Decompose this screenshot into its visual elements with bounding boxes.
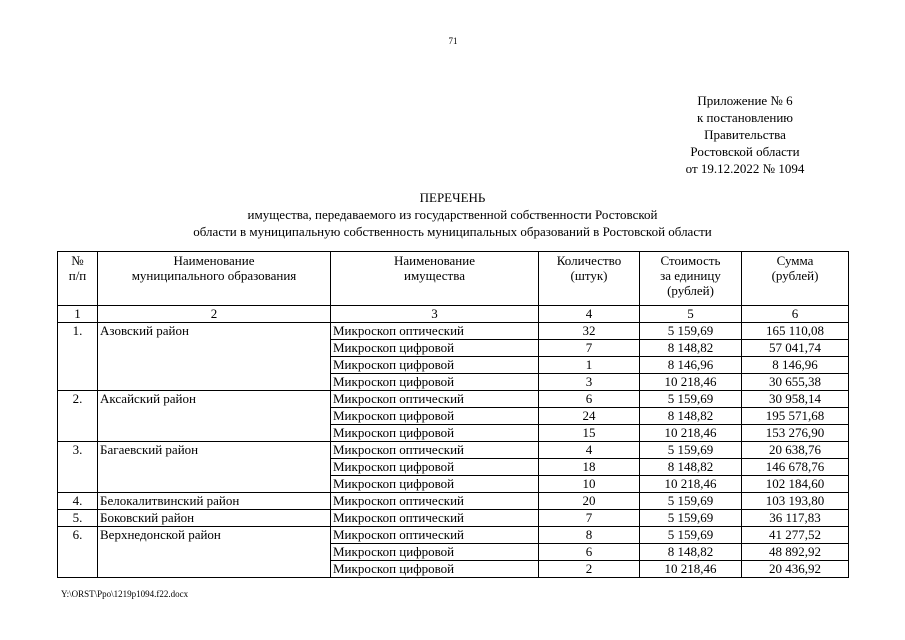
quantity-cell: 7: [539, 340, 640, 357]
row-number: 1.: [58, 323, 98, 391]
unit-price-cell: 5 159,69: [640, 442, 742, 459]
table-row: [58, 442, 849, 459]
table-header-row: [58, 252, 849, 306]
property-name: Микроскоп цифровой: [331, 544, 539, 561]
header-number: № п/п: [58, 252, 98, 306]
property-name: Микроскоп цифровой: [331, 340, 539, 357]
unit-price-cell: 5 159,69: [640, 510, 742, 527]
quantity-cell: 20: [539, 493, 640, 510]
unit-price-cell: 8 148,82: [640, 459, 742, 476]
sum-cell: 57 041,74: [742, 340, 849, 357]
document-subtitle: [0, 206, 905, 240]
quantity-cell: 15: [539, 425, 640, 442]
property-name: Микроскоп цифровой: [331, 374, 539, 391]
unit-price-cell: 10 218,46: [640, 425, 742, 442]
row-number: 4.: [58, 493, 98, 510]
column-number: 3: [331, 306, 539, 323]
municipality-name: Верхнедонской район: [98, 527, 331, 578]
quantity-cell: 2: [539, 561, 640, 578]
row-number: 2.: [58, 391, 98, 442]
table-row: [58, 493, 849, 510]
header-quantity: Количество (штук): [539, 252, 640, 306]
sum-cell: 165 110,08: [742, 323, 849, 340]
municipality-name: Аксайский район: [98, 391, 331, 442]
unit-price-cell: 5 159,69: [640, 527, 742, 544]
sum-cell: 36 117,83: [742, 510, 849, 527]
header-municipality: Наименование муниципального образования: [98, 252, 331, 306]
unit-price-cell: 10 218,46: [640, 561, 742, 578]
sum-cell: 153 276,90: [742, 425, 849, 442]
column-number-row: [58, 306, 849, 323]
property-name: Микроскоп цифровой: [331, 476, 539, 493]
quantity-cell: 10: [539, 476, 640, 493]
column-number: 6: [742, 306, 849, 323]
column-number: 4: [539, 306, 640, 323]
municipality-name: Азовский район: [98, 323, 331, 391]
appendix-line: к постановлению: [696, 110, 794, 125]
column-number: 5: [640, 306, 742, 323]
sum-cell: 48 892,92: [742, 544, 849, 561]
sum-cell: 20 436,92: [742, 561, 849, 578]
sum-cell: 103 193,80: [742, 493, 849, 510]
property-name: Микроскоп оптический: [331, 442, 539, 459]
quantity-cell: 24: [539, 408, 640, 425]
property-name: Микроскоп цифровой: [331, 459, 539, 476]
table-row: [58, 391, 849, 408]
unit-price-cell: 10 218,46: [640, 476, 742, 493]
header-unit-price: Стоимость за единицу (рублей): [640, 252, 742, 306]
quantity-cell: 7: [539, 510, 640, 527]
file-path: Y:\ORST\Ppo\1219p1094.f22.docx: [61, 589, 189, 599]
unit-price-cell: 5 159,69: [640, 323, 742, 340]
table-row: [58, 510, 849, 527]
sum-cell: 146 678,76: [742, 459, 849, 476]
header-property: Наименование имущества: [331, 252, 539, 306]
quantity-cell: 4: [539, 442, 640, 459]
unit-price-cell: 5 159,69: [640, 493, 742, 510]
row-number: 5.: [58, 510, 98, 527]
table-row: [58, 323, 849, 340]
sum-cell: 41 277,52: [742, 527, 849, 544]
table-row: [58, 527, 849, 544]
property-name: Микроскоп оптический: [331, 527, 539, 544]
document-title: ПЕРЕЧЕНЬ: [419, 190, 486, 205]
quantity-cell: 1: [539, 357, 640, 374]
property-name: Микроскоп цифровой: [331, 408, 539, 425]
page-number: 71: [448, 36, 458, 46]
appendix-block: [665, 92, 825, 177]
sum-cell: 8 146,96: [742, 357, 849, 374]
property-name: Микроскоп оптический: [331, 391, 539, 408]
appendix-line: Приложение № 6: [697, 93, 793, 108]
unit-price-cell: 10 218,46: [640, 374, 742, 391]
unit-price-cell: 8 148,82: [640, 544, 742, 561]
municipality-name: Багаевский район: [98, 442, 331, 493]
subtitle-line: имущества, передаваемого из государственной собственности Ростовской: [247, 207, 658, 222]
quantity-cell: 18: [539, 459, 640, 476]
column-number: 2: [98, 306, 331, 323]
appendix-line: от 19.12.2022 № 1094: [685, 161, 805, 176]
subtitle-line: области в муниципальную собственность муниципальных образований в Ростовской области: [193, 224, 712, 239]
quantity-cell: 3: [539, 374, 640, 391]
property-name: Микроскоп оптический: [331, 323, 539, 340]
sum-cell: 195 571,68: [742, 408, 849, 425]
quantity-cell: 6: [539, 544, 640, 561]
sum-cell: 102 184,60: [742, 476, 849, 493]
appendix-line: Ростовской области: [690, 144, 800, 159]
quantity-cell: 32: [539, 323, 640, 340]
sum-cell: 30 958,14: [742, 391, 849, 408]
appendix-line: Правительства: [704, 127, 786, 142]
header-sum: Сумма (рублей): [742, 252, 849, 306]
property-table: [57, 251, 849, 578]
municipality-name: Боковский район: [98, 510, 331, 527]
quantity-cell: 6: [539, 391, 640, 408]
row-number: 6.: [58, 527, 98, 578]
property-name: Микроскоп цифровой: [331, 357, 539, 374]
quantity-cell: 8: [539, 527, 640, 544]
sum-cell: 30 655,38: [742, 374, 849, 391]
sum-cell: 20 638,76: [742, 442, 849, 459]
unit-price-cell: 5 159,69: [640, 391, 742, 408]
unit-price-cell: 8 148,82: [640, 408, 742, 425]
property-name: Микроскоп оптический: [331, 510, 539, 527]
municipality-name: Белокалитвинский район: [98, 493, 331, 510]
unit-price-cell: 8 146,96: [640, 357, 742, 374]
property-name: Микроскоп оптический: [331, 493, 539, 510]
column-number: 1: [58, 306, 98, 323]
row-number: 3.: [58, 442, 98, 493]
property-name: Микроскоп цифровой: [331, 561, 539, 578]
table-body: [58, 323, 849, 578]
property-name: Микроскоп цифровой: [331, 425, 539, 442]
unit-price-cell: 8 148,82: [640, 340, 742, 357]
